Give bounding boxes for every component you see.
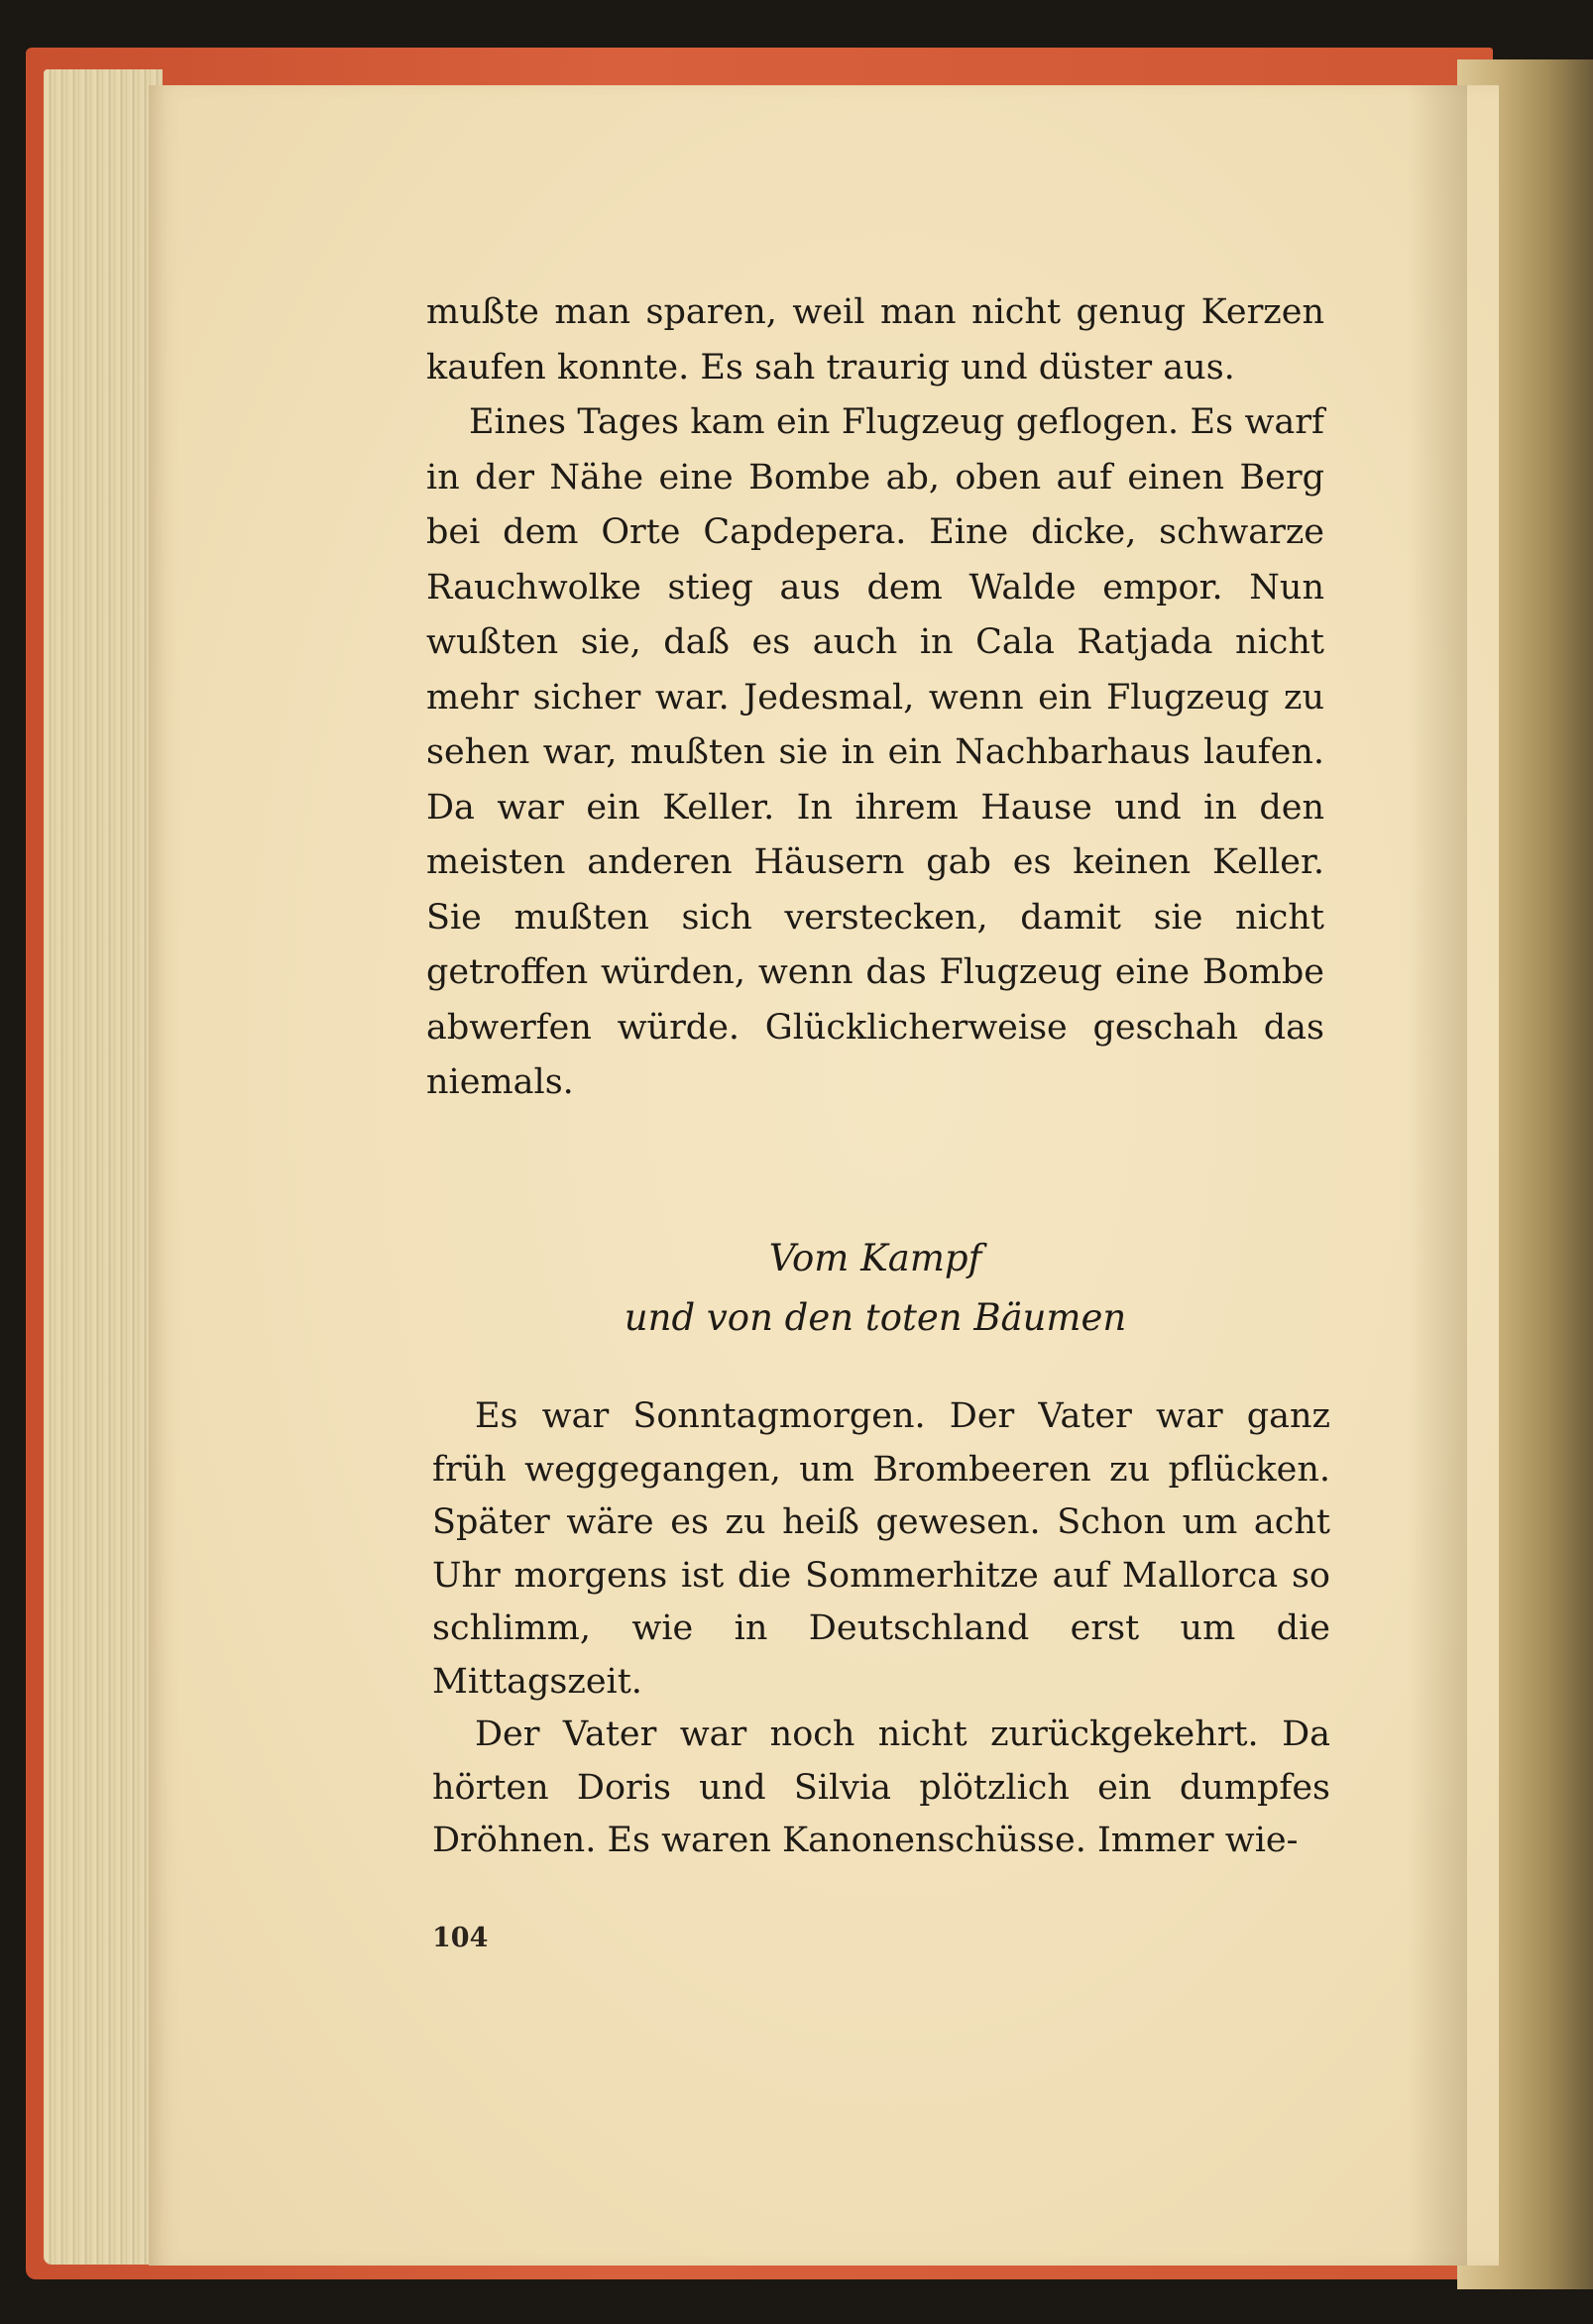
gutter-shadow (1408, 85, 1467, 2266)
chapter-heading (426, 1229, 1324, 1348)
paragraph: Es war Sonntagmorgen. Der Vater war ganz früh weggegangen, um Brombeeren zu pflücken. Später wäre es zu heiß gewesen. Schon um acht Uhr morgens ist die Sommerhitze auf Mallorca so schlimm, wie in Deutschland erst um die Mittagszeit. (432, 1396, 1330, 1702)
chapter-heading-line-2: und von den toten Bäumen (624, 1296, 1127, 1339)
paragraph: mußte man sparen, weil man nicht genug Kerzen kaufen konnte. Es sah traurig und düster aus. (426, 292, 1324, 387)
page-number: 104 (432, 1923, 489, 1953)
page-edges (44, 69, 163, 2265)
body-text-section-2 (432, 1390, 1330, 1868)
paragraph: Eines Tages kam ein Flugzeug geflogen. Es warf in der Nähe eine Bombe ab, oben auf einen Berg bei dem Orte Capdepera. Eine dicke, schwarze Rauchwolke stieg aus dem Walde empor. Nun wußten sie, daß es auch in Cala Ratjada nicht mehr sicher war. Jedesmal, wenn ein Flugzeug zu sehen war, mußten sie in ein Nachbarhaus laufen. Da war ein Keller. In ihrem Hause und in den meisten anderen Häusern gab es keinen Keller. Sie mußten sich verstecken, damit sie nicht getroffen würden, wenn das Flugzeug eine Bombe abwerfen würde. Glücklicherweise geschah das niemals. (426, 402, 1324, 1102)
paragraph: Der Vater war noch nicht zurückgekehrt. Da hörten Doris und Silvia plötzlich ein dumpfes Dröhnen. Es waren Kanonenschüsse. Immer wie- (432, 1715, 1330, 1860)
body-text-section-1 (426, 285, 1324, 1111)
chapter-heading-line-1: Vom Kampf (768, 1237, 982, 1279)
